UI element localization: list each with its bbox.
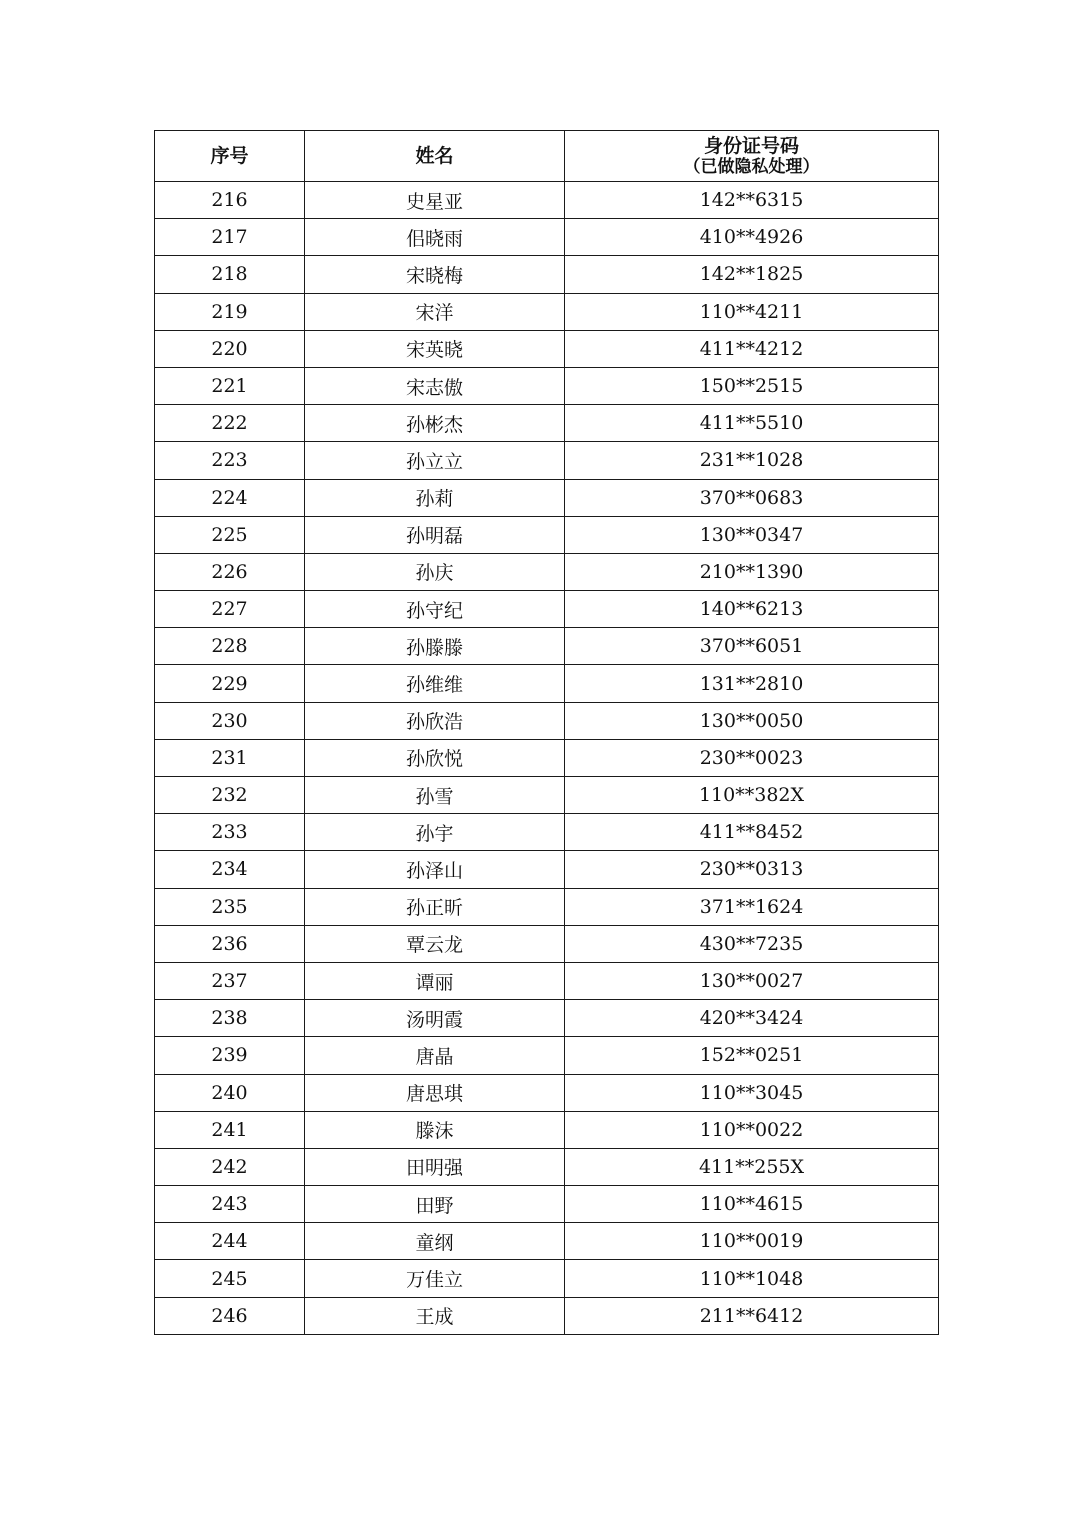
cell-id-number: 142**6315	[565, 182, 939, 219]
table-row	[155, 814, 939, 851]
header-seq: 序号	[155, 131, 305, 182]
cell-id-number: 210**1390	[565, 553, 939, 590]
cell-id-number: 410**4926	[565, 219, 939, 256]
cell-id-number: 420**3424	[565, 1000, 939, 1037]
cell-seq: 230	[155, 702, 305, 739]
cell-seq: 219	[155, 293, 305, 330]
cell-seq: 216	[155, 182, 305, 219]
cell-seq: 242	[155, 1148, 305, 1185]
cell-id-number: 110**4615	[565, 1186, 939, 1223]
table-row	[155, 1148, 939, 1185]
cell-name: 宋志傲	[305, 367, 565, 404]
table-row	[155, 665, 939, 702]
table-row	[155, 962, 939, 999]
cell-name: 孙明磊	[305, 516, 565, 553]
cell-name: 万佳立	[305, 1260, 565, 1297]
table-row	[155, 739, 939, 776]
cell-seq: 228	[155, 628, 305, 665]
cell-seq: 232	[155, 777, 305, 814]
cell-name: 唐晶	[305, 1037, 565, 1074]
cell-id-number: 231**1028	[565, 442, 939, 479]
cell-seq: 218	[155, 256, 305, 293]
cell-seq: 233	[155, 814, 305, 851]
cell-seq: 224	[155, 479, 305, 516]
cell-id-number: 130**0027	[565, 962, 939, 999]
table-row	[155, 702, 939, 739]
cell-seq: 227	[155, 591, 305, 628]
table-row	[155, 516, 939, 553]
cell-id-number: 211**6412	[565, 1297, 939, 1334]
table-row	[155, 330, 939, 367]
table-row	[155, 293, 939, 330]
cell-seq: 240	[155, 1074, 305, 1111]
table-row	[155, 1037, 939, 1074]
table-row	[155, 628, 939, 665]
cell-id-number: 230**0313	[565, 851, 939, 888]
cell-id-number: 150**2515	[565, 367, 939, 404]
table-row	[155, 479, 939, 516]
roster-table	[154, 130, 939, 1335]
table-row	[155, 442, 939, 479]
cell-seq: 229	[155, 665, 305, 702]
cell-name: 孙莉	[305, 479, 565, 516]
table-row	[155, 1297, 939, 1334]
cell-seq: 220	[155, 330, 305, 367]
cell-id-number: 411**4212	[565, 330, 939, 367]
cell-name: 田明强	[305, 1148, 565, 1185]
table-row	[155, 182, 939, 219]
table-row	[155, 553, 939, 590]
cell-name: 孙泽山	[305, 851, 565, 888]
cell-name: 王成	[305, 1297, 565, 1334]
cell-name: 童纲	[305, 1223, 565, 1260]
cell-name: 孙欣浩	[305, 702, 565, 739]
cell-id-number: 411**5510	[565, 405, 939, 442]
table-row	[155, 405, 939, 442]
cell-id-number: 411**8452	[565, 814, 939, 851]
cell-seq: 225	[155, 516, 305, 553]
cell-name: 唐思琪	[305, 1074, 565, 1111]
cell-name: 孙欣悦	[305, 739, 565, 776]
table-row	[155, 851, 939, 888]
table-row	[155, 1074, 939, 1111]
table-row	[155, 777, 939, 814]
cell-seq: 231	[155, 739, 305, 776]
cell-seq: 237	[155, 962, 305, 999]
cell-id-number: 110**3045	[565, 1074, 939, 1111]
cell-id-number: 411**255X	[565, 1148, 939, 1185]
cell-id-number: 140**6213	[565, 591, 939, 628]
cell-seq: 235	[155, 888, 305, 925]
cell-id-number: 110**0019	[565, 1223, 939, 1260]
table-header	[155, 131, 939, 182]
cell-id-number: 371**1624	[565, 888, 939, 925]
cell-name: 宋洋	[305, 293, 565, 330]
cell-seq: 243	[155, 1186, 305, 1223]
cell-name: 孙宇	[305, 814, 565, 851]
cell-seq: 238	[155, 1000, 305, 1037]
table-row	[155, 1186, 939, 1223]
table-row	[155, 1000, 939, 1037]
cell-seq: 217	[155, 219, 305, 256]
cell-id-number: 130**0347	[565, 516, 939, 553]
cell-seq: 246	[155, 1297, 305, 1334]
cell-name: 田野	[305, 1186, 565, 1223]
cell-name: 覃云龙	[305, 925, 565, 962]
cell-id-number: 152**0251	[565, 1037, 939, 1074]
cell-seq: 245	[155, 1260, 305, 1297]
cell-id-number: 430**7235	[565, 925, 939, 962]
cell-seq: 221	[155, 367, 305, 404]
table-row	[155, 367, 939, 404]
cell-name: 孙庆	[305, 553, 565, 590]
cell-id-number: 131**2810	[565, 665, 939, 702]
cell-name: 孙滕滕	[305, 628, 565, 665]
cell-name: 孙维维	[305, 665, 565, 702]
cell-name: 孙守纪	[305, 591, 565, 628]
cell-name: 孙彬杰	[305, 405, 565, 442]
cell-id-number: 230**0023	[565, 739, 939, 776]
cell-id-number: 110**4211	[565, 293, 939, 330]
cell-id-number: 370**6051	[565, 628, 939, 665]
cell-name: 孙立立	[305, 442, 565, 479]
header-row	[155, 131, 939, 182]
cell-seq: 222	[155, 405, 305, 442]
table-row	[155, 219, 939, 256]
header-id-number	[565, 131, 939, 182]
cell-seq: 239	[155, 1037, 305, 1074]
cell-id-number: 142**1825	[565, 256, 939, 293]
cell-name: 汤明霞	[305, 1000, 565, 1037]
cell-id-number: 110**0022	[565, 1111, 939, 1148]
table-row	[155, 1223, 939, 1260]
cell-seq: 223	[155, 442, 305, 479]
cell-name: 谭丽	[305, 962, 565, 999]
cell-name: 佀晓雨	[305, 219, 565, 256]
cell-name: 孙正昕	[305, 888, 565, 925]
table-row	[155, 888, 939, 925]
cell-id-number: 110**382X	[565, 777, 939, 814]
cell-name: 宋晓梅	[305, 256, 565, 293]
cell-seq: 241	[155, 1111, 305, 1148]
table-row	[155, 925, 939, 962]
header-id-title: 身份证号码	[703, 135, 799, 157]
header-id-note: （已做隐私处理）	[683, 157, 820, 177]
table-body	[155, 182, 939, 1335]
cell-id-number: 370**0683	[565, 479, 939, 516]
cell-name: 孙雪	[305, 777, 565, 814]
cell-id-number: 130**0050	[565, 702, 939, 739]
table-row	[155, 1260, 939, 1297]
table-row	[155, 1111, 939, 1148]
cell-name: 史星亚	[305, 182, 565, 219]
cell-seq: 226	[155, 553, 305, 590]
table-row	[155, 256, 939, 293]
table-row	[155, 591, 939, 628]
cell-id-number: 110**1048	[565, 1260, 939, 1297]
cell-seq: 234	[155, 851, 305, 888]
cell-seq: 244	[155, 1223, 305, 1260]
cell-name: 滕沫	[305, 1111, 565, 1148]
cell-seq: 236	[155, 925, 305, 962]
cell-name: 宋英晓	[305, 330, 565, 367]
header-name: 姓名	[305, 131, 565, 182]
